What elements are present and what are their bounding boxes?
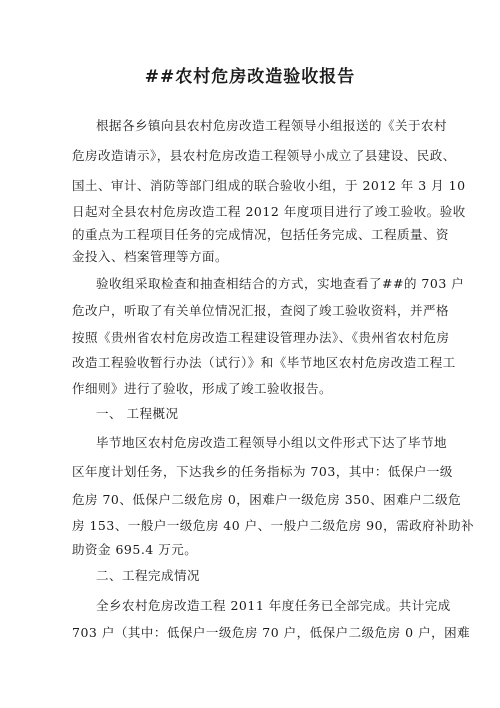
paragraph-1-line-1: 根据各乡镇向县农村危房改造工程领导小组报送的《关于农村 [96,118,448,133]
paragraph-3-line-2: 区年度计划任务，下达我乡的任务指标为 703，其中：低保户一级 [72,464,453,479]
paragraph-2-line-1: 验收组采取检查和抽查相结合的方式，实地查看了##的 703 户 [96,276,465,291]
paragraph-2-line-5: 作细则》进行了验收，形成了竣工验收报告。 [72,381,333,396]
paragraph-2-line-2: 危改户，听取了有关单位情况汇报，查阅了竣工验收资料，并严格 [72,303,450,318]
paragraph-4-line-1: 全乡农村危房改造工程 2011 年度任务已全部完成。共计完成 [96,598,451,613]
paragraph-3-line-1: 毕节地区农村危房改造工程领导小组以文件形式下达了毕节地 [96,435,448,450]
section-heading-2: 二、工程完成情况 [96,568,201,583]
paragraph-3-line-4: 房 153、一般户一级危房 40 户、一般户二级危房 90，需政府补助补 [72,518,475,533]
document-title: ##农村危房改造验收报告 [144,67,356,87]
paragraph-1-line-4: 日起对全县农村危房改造工程 2012 年度项目进行了竣工验收。验收 [72,204,466,219]
section-heading-1: 一、 工程概况 [96,406,179,421]
paragraph-3-line-3: 危房 70、低保户二级危房 0，困难户一级危房 350、困难户二级危 [72,492,462,507]
paragraph-3-line-5: 助资金 695.4 万元。 [72,542,198,557]
paragraph-1-line-3: 国土、审计、消防等部门组成的联合验收小组，于 2012 年 3 月 10 [72,178,466,193]
paragraph-2-line-4: 改造工程验收暂行办法（试行）》和《毕节地区农村危房改造工程工 [72,355,456,370]
paragraph-1-line-5: 的重点为工程项目任务的完成情况，包括任务完成、工程质量、资 [72,227,450,242]
paragraph-4-line-2: 703 户（其中：低保户一级危房 70 户，低保户二级危房 0 户，困难 [72,625,471,640]
paragraph-2-line-3: 按照《贵州省农村危房改造工程建设管理办法》、《贵州省农村危房 [72,330,450,345]
paragraph-1-line-2: 危房改造请示》，县农村危房改造工程领导小成立了县建设、民政、 [72,148,456,163]
paragraph-1-line-6: 金投入、档案管理等方面。 [72,249,229,264]
